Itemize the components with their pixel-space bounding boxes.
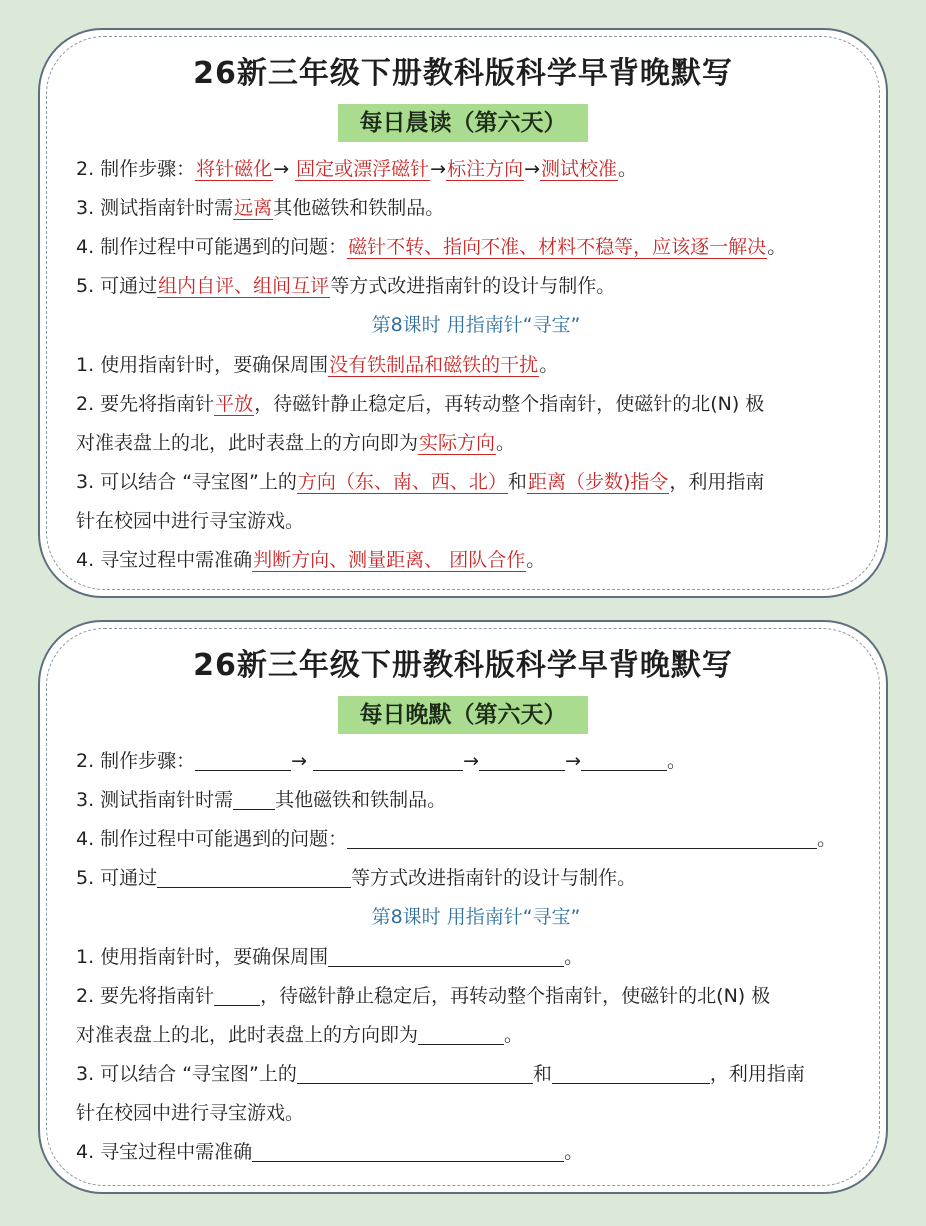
q4-blank[interactable]: [347, 822, 817, 849]
evening-s2-line2: [76, 1018, 876, 1057]
q2-blank-4[interactable]: [581, 744, 667, 771]
s3-answer-1: 方向（东、南、西、北）: [297, 471, 507, 493]
q2-prefix: 2. 制作步骤：: [76, 750, 196, 772]
q4-answer: 磁针不转、指向不准、材料不稳等，应该逐一解决: [348, 236, 767, 258]
q5-blank[interactable]: [157, 861, 351, 888]
s3-prefix: 3. 可以结合 “寻宝图”上的: [76, 1063, 297, 1085]
s2-answer-1: 平放: [215, 393, 254, 415]
q4-prefix: 4. 制作过程中可能遇到的问题：: [76, 236, 348, 258]
morning-s4: [76, 543, 876, 582]
evening-title: 26新三年级下册教科版科学早背晚默写: [193, 648, 733, 683]
s2-answer-2: 实际方向: [419, 432, 496, 454]
evening-s3-line2: 针在校园中进行寻宝游戏。: [76, 1102, 305, 1124]
q2-blank-2[interactable]: [313, 744, 463, 771]
q2-answer-2: 固定或漂浮磁针: [296, 158, 430, 180]
morning-title: 26新三年级下册教科版科学早背晚默写: [193, 56, 733, 91]
morning-q3: [76, 191, 876, 230]
s2-line2: 对准表盘上的北，此时表盘上的方向即为: [76, 432, 419, 454]
s3-suffix: ，利用指南: [709, 1063, 805, 1085]
evening-q3: [76, 783, 876, 822]
s1-answer: 没有铁制品和磁铁的干扰: [329, 354, 539, 376]
evening-s2-line1: [76, 979, 876, 1018]
s1-blank[interactable]: [328, 940, 564, 967]
arrow: →: [524, 158, 541, 180]
period: 。: [539, 354, 559, 376]
evening-section-heading: 第8课时 用指南针“寻宝”: [371, 906, 581, 928]
q3-suffix: 其他磁铁和铁制品。: [275, 789, 447, 811]
morning-reading-card: [38, 28, 888, 598]
evening-s1: [76, 940, 876, 979]
arrow: →: [273, 158, 296, 180]
s3-suffix: ，利用指南: [669, 471, 765, 493]
period: 。: [526, 549, 546, 571]
arrow: →: [463, 750, 480, 772]
q3-prefix: 3. 测试指南针时需: [76, 789, 234, 811]
q2-blank-3[interactable]: [479, 744, 565, 771]
s2-line2: 对准表盘上的北，此时表盘上的方向即为: [76, 1024, 419, 1046]
s3-mid: 和: [507, 471, 527, 493]
s3-mid: 和: [532, 1063, 552, 1085]
q2-answer-4: 测试校准: [541, 158, 618, 180]
q2-answer-3: 标注方向: [447, 158, 524, 180]
period: 。: [564, 946, 584, 968]
evening-dictation-card: [38, 620, 888, 1194]
q5-prefix: 5. 可通过: [76, 867, 158, 889]
s4-prefix: 4. 寻宝过程中需准确: [76, 1141, 253, 1163]
period: 。: [496, 432, 516, 454]
morning-badge: 每日晨读（第六天）: [338, 104, 588, 142]
evening-q4: [76, 822, 876, 861]
arrow: →: [565, 750, 581, 772]
morning-content: [76, 152, 876, 582]
q5-prefix: 5. 可通过: [76, 275, 158, 297]
q2-blank-1[interactable]: [195, 744, 291, 771]
evening-s3-line1: [76, 1057, 876, 1096]
morning-s2-line1: [76, 387, 876, 426]
s4-blank[interactable]: [252, 1135, 564, 1162]
period: 。: [618, 158, 638, 180]
evening-badge: 每日晚默（第六天）: [338, 696, 588, 734]
arrow: →: [291, 750, 314, 772]
s2-blank-1[interactable]: [214, 979, 260, 1006]
period: 。: [817, 828, 837, 850]
s1-prefix: 1. 使用指南针时，要确保周围: [76, 354, 329, 376]
period: 。: [767, 236, 787, 258]
s4-answer: 判断方向、测量距离、 团队合作: [253, 549, 526, 571]
s2-mid: ，待磁针静止稳定后，再转动整个指南针，使磁针的北(N) 极: [254, 393, 765, 415]
evening-content: [76, 744, 876, 1174]
period: 。: [564, 1141, 584, 1163]
q2-answer-1: 将针磁化: [196, 158, 273, 180]
evening-q2: [76, 744, 876, 783]
s2-prefix: 2. 要先将指南针: [76, 393, 215, 415]
q5-suffix: 等方式改进指南针的设计与制作。: [351, 867, 637, 889]
s3-blank-2[interactable]: [552, 1057, 710, 1084]
morning-s3-line2: 针在校园中进行寻宝游戏。: [76, 510, 305, 532]
morning-s2-line2: [76, 426, 876, 465]
morning-q4: [76, 230, 876, 269]
s3-prefix: 3. 可以结合 “寻宝图”上的: [76, 471, 297, 493]
q3-prefix: 3. 测试指南针时需: [76, 197, 234, 219]
s4-prefix: 4. 寻宝过程中需准确: [76, 549, 253, 571]
evening-q5: [76, 861, 876, 900]
q2-prefix: 2. 制作步骤：: [76, 158, 196, 180]
morning-q5: [76, 269, 876, 308]
morning-section-heading: 第8课时 用指南针“寻宝”: [371, 314, 581, 336]
s3-answer-2: 距离（步数)指令: [527, 471, 669, 493]
q3-suffix: 其他磁铁和铁制品。: [273, 197, 445, 219]
evening-s4: [76, 1135, 876, 1174]
s3-blank-1[interactable]: [297, 1057, 533, 1084]
q3-answer: 远离: [234, 197, 273, 219]
q5-suffix: 等方式改进指南针的设计与制作。: [330, 275, 616, 297]
period: 。: [666, 750, 686, 772]
morning-s3-line1: [76, 465, 876, 504]
period: 。: [504, 1024, 524, 1046]
q5-answer: 组内自评、组间互评: [158, 275, 330, 297]
arrow: →: [430, 158, 447, 180]
morning-s1: [76, 348, 876, 387]
s2-blank-2[interactable]: [418, 1018, 504, 1045]
q3-blank[interactable]: [233, 783, 275, 810]
q4-prefix: 4. 制作过程中可能遇到的问题：: [76, 828, 348, 850]
morning-q2: [76, 152, 876, 191]
s2-mid: ，待磁针静止稳定后，再转动整个指南针，使磁针的北(N) 极: [260, 985, 771, 1007]
s2-prefix: 2. 要先将指南针: [76, 985, 215, 1007]
s1-prefix: 1. 使用指南针时，要确保周围: [76, 946, 329, 968]
